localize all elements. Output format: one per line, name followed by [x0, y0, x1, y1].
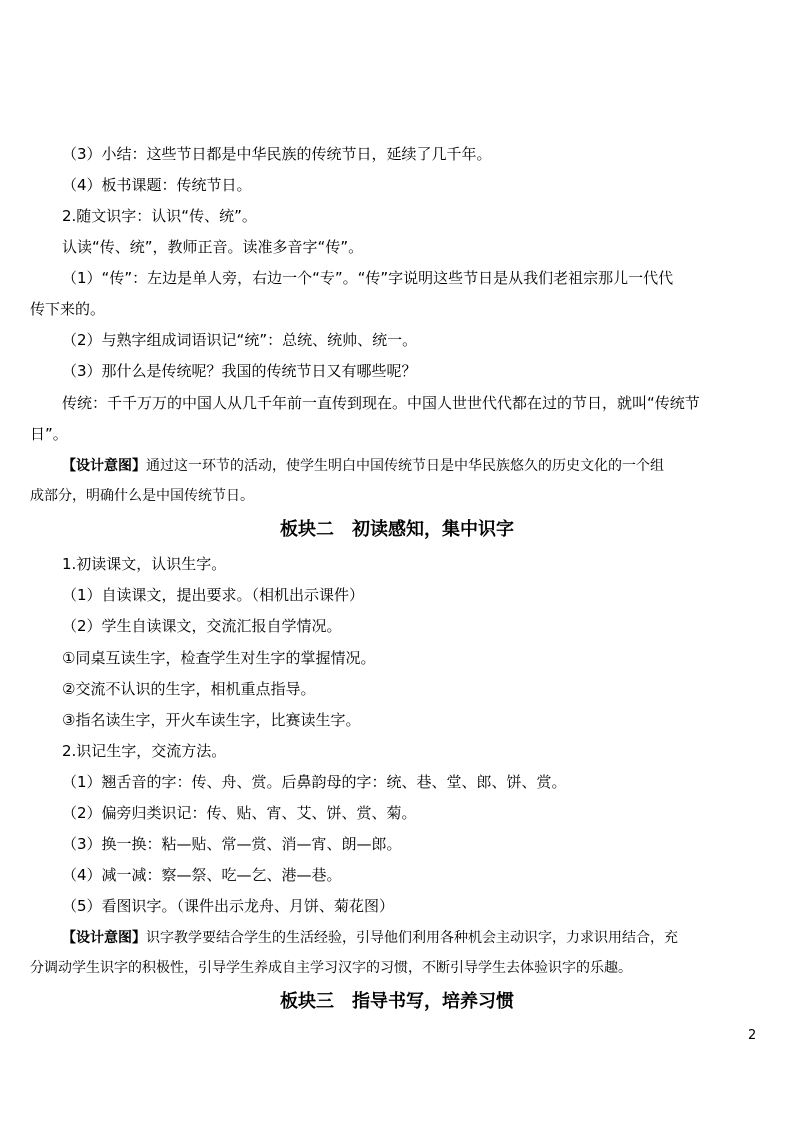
text-line: （2）与熟字组成词语识记“统”：总统、统帅、统一。 — [62, 331, 418, 349]
page-number: 2 — [748, 1028, 757, 1043]
text-line: （1）自读课文，提出要求。（相机出示课件） — [62, 586, 365, 604]
design-intent-text: 分调动学生识字的积极性，引导学生养成自主学习汉字的习惯，不断引导学生去体验识字的乐趣。 — [30, 960, 632, 976]
text-line: （2）偏旁归类识记：传、贴、宵、艾、饼、赏、菊。 — [62, 804, 417, 822]
text-line: （1）“传”：左边是单人旁，右边一个“专”。“传”字说明这些节日是从我们老祖宗那儿一代代 — [62, 269, 674, 287]
design-intent-label: 【设计意图】 — [62, 930, 146, 946]
text-line: （3）小结：这些节日都是中华民族的传统节日，延续了几千年。 — [62, 145, 492, 163]
text-line: 传统：千千万万的中国人从几千年前一直传到现在。中国人世世代代都在过的节日，就叫“传统节 — [62, 394, 700, 412]
section-heading: 板块三 指导书写，培养习惯 — [280, 991, 514, 1012]
text-line: 传下来的。 — [30, 300, 106, 318]
design-intent-text: 成部分，明确什么是中国传统节日。 — [30, 488, 254, 504]
text-line: （5）看图识字。（课件出示龙舟、月饼、菊花图） — [62, 897, 395, 915]
text-line: （4）减一减：察—祭、吃—乞、港—巷。 — [62, 866, 342, 884]
text-line: 日”。 — [30, 425, 68, 443]
text-line: （1）翘舌音的字：传、舟、赏。后鼻韵母的字：统、巷、堂、郎、饼、赏。 — [62, 773, 567, 791]
text-line: （3）换一换：粘—贴、常—赏、消—宵、朗—郎。 — [62, 835, 402, 853]
text-line: ③指名读生字，开火车读生字，比赛读生字。 — [62, 711, 361, 729]
text-line: ②交流不认识的生字，相机重点指导。 — [62, 680, 316, 698]
design-intent-note — [62, 456, 664, 476]
text-line: ①同桌互读生字，检查学生对生字的掌握情况。 — [62, 649, 376, 667]
design-intent-label: 【设计意图】 — [62, 458, 146, 474]
text-line: （4）板书课题：传统节日。 — [62, 176, 252, 194]
design-intent-text: 识字教学要结合学生的生活经验，引导他们利用各种机会主动识字，力求识用结合，充 — [146, 930, 678, 946]
text-line: （3）那什么是传统呢？我国的传统节日又有哪些呢？ — [62, 362, 417, 380]
section-heading: 板块二 初读感知，集中识字 — [280, 519, 514, 540]
design-intent-text: 通过这一环节的活动，使学生明白中国传统节日是中华民族悠久的历史文化的一个组 — [146, 458, 664, 474]
text-line: 2.随文识字：认识“传、统”。 — [62, 207, 257, 225]
text-line: （2）学生自读课文，交流汇报自学情况。 — [62, 617, 342, 635]
design-intent-note — [62, 928, 678, 948]
text-line: 2.识记生字，交流方法。 — [62, 742, 227, 760]
text-line: 1.初读课文，认识生字。 — [62, 555, 227, 573]
text-line: 认读“传、统”，教师正音。读准多音字“传”。 — [62, 238, 364, 256]
